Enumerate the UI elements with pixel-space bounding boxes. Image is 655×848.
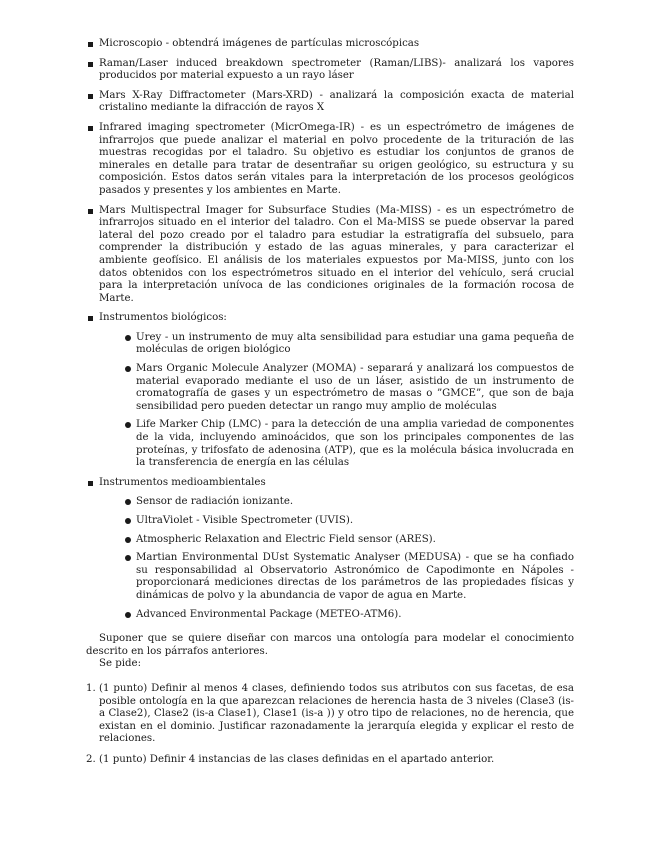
- sublist-item-text: Urey - un instrumento de muy alta sensibilidad para estudiar una gama pequeña de moléculas de origen biológico: [136, 331, 574, 356]
- sublist-item-text: UltraViolet - Visible Spectrometer (UVIS).: [136, 515, 354, 526]
- ask-paragraph: Se pide:: [99, 658, 142, 670]
- list-item-ma-miss: [86, 205, 574, 306]
- task-text: (1 punto) Definir 4 instancias de las clases definidas en el apartado anterior.: [99, 753, 495, 765]
- sublist-item: [123, 419, 574, 469]
- sublist-item-text: Sensor de radiación ionizante.: [136, 496, 294, 508]
- section-heading: Instrumentos medioambientales: [99, 476, 266, 488]
- list-item-text: Microscopio - obtendrá imágenes de partículas microscópicas: [99, 38, 420, 49]
- list-item-environmental: [86, 477, 574, 621]
- task-number: 1.: [86, 682, 96, 694]
- sublist-item: [123, 609, 574, 622]
- biological-list: [99, 332, 574, 470]
- sublist-item-text: Atmospheric Relaxation and Electric Field sensor (ARES).: [136, 533, 436, 545]
- list-item-microscope: [86, 38, 574, 51]
- task-list: [86, 683, 574, 767]
- sublist-item-text: Martian Environmental DUst Systematic Analyser (MEDUSA) - que se ha confiado su responsabilidad al Observatorio Astronómico de Capodimonte en Nápoles - proporcionará mediciones directas de los parámetros de las propiedades físicas y dinámicas de polvo y la abundancia de vapor de agua en Marte.: [136, 552, 574, 601]
- sublist-item: [123, 496, 574, 509]
- sublist-item-text: Advanced Environmental Package (METEO-ATM6).: [136, 608, 402, 620]
- list-item-text: Mars Multispectral Imager for Subsurface Studies (Ma-MISS) - es un espectrómetro de infrarrojos situado en el interior del taladro. Con el Ma-MISS se puede observar la pared lateral del pozo creado por el taladro para estudiar la estratigrafía del subsuelo, para comprender la distribución y estado de las aguas minerales, y para caracterizar el ambiente geofísico. El análisis de los materiales expuestos por Ma-MISS, junto con los datos obtenidos con los espectrómetros situado en el interior del vehículo, será crucial para la interpretación unívoca de las condiciones originales de la formación rocosa de Marte.: [99, 204, 574, 304]
- sublist-item-text: Mars Organic Molecule Analyzer (MOMA) - separará y analizará los compuestos de material evaporado mediante el uso de un láser, asistido de un instrumento de cromatografía de gases y un espectrómetro de masas o ”GMCE”, que son de baja sensibilidad pero pueden detectar un rango muy amplio de moléculas: [136, 363, 574, 412]
- section-heading: Instrumentos biológicos:: [99, 312, 227, 324]
- task-number: 2.: [86, 753, 96, 765]
- sublist-item: [123, 534, 574, 547]
- task-item: [86, 683, 574, 746]
- document-page: [86, 38, 574, 775]
- environmental-list: [99, 496, 574, 621]
- sublist-item: [123, 552, 574, 602]
- sublist-item: [123, 363, 574, 413]
- sublist-item-text: Life Marker Chip (LMC) - para la detección de una amplia variedad de componentes de la vida, incluyendo aminoácidos, que son los principales componentes de las proteínas, y trifosfato de adenosina (ATP), que es la molécula básica involucrada en la transferencia de energía en las células: [136, 419, 574, 469]
- sublist-item: [123, 515, 574, 528]
- list-item-micromega-ir: [86, 122, 574, 198]
- list-item-biological: [86, 312, 574, 470]
- task-item: [86, 754, 574, 767]
- list-item-text: Infrared imaging spectrometer (MicrOmega-IR) - es un espectrómetro de imágenes de infrarrojos que puede analizar el material en polvo procedente de la trituración de las muestras recogidas por el taladro. Su objetivo es estudiar los conjuntos de granos de minerales en detalle para tratar de desentrañar su origen geológico, su estructura y su composición. Estos datos serán vitales para la interpretación de los procesos geológicos pasados y presentes y los ambientes en Marte.: [99, 121, 574, 196]
- list-item-text: Raman/Laser induced breakdown spectrometer (Raman/LIBS)- analizará los vapores producidos por material expuesto a un rayo láser: [99, 57, 574, 82]
- list-item-mars-xrd: [86, 90, 574, 115]
- list-item-text: Mars X-Ray Diffractometer (Mars-XRD) - analizará la composición exacta de material cristalino mediante la difracción de rayos X: [99, 89, 574, 114]
- list-item-raman-libs: [86, 58, 574, 83]
- task-text: (1 punto) Definir al menos 4 clases, definiendo todos sus atributos con sus facetas, de esa posible ontología en la que aparezcan relaciones de herencia hasta de 3 niveles (Clase3 (is-a Clase2), Clase2 (is-a Clase1), Clase1 (is-a )) y otro tipo de relaciones, no de herencia, que existan en el dominio. Justificar razonadamente la jerarquía elegida y explicar el resto de relaciones.: [99, 682, 574, 745]
- instrument-list: [86, 38, 574, 621]
- sublist-item: [123, 332, 574, 357]
- intro-paragraph: Suponer que se quiere diseñar con marcos una ontología para modelar el conocimiento descrito en los párrafos anteriores.: [86, 633, 574, 657]
